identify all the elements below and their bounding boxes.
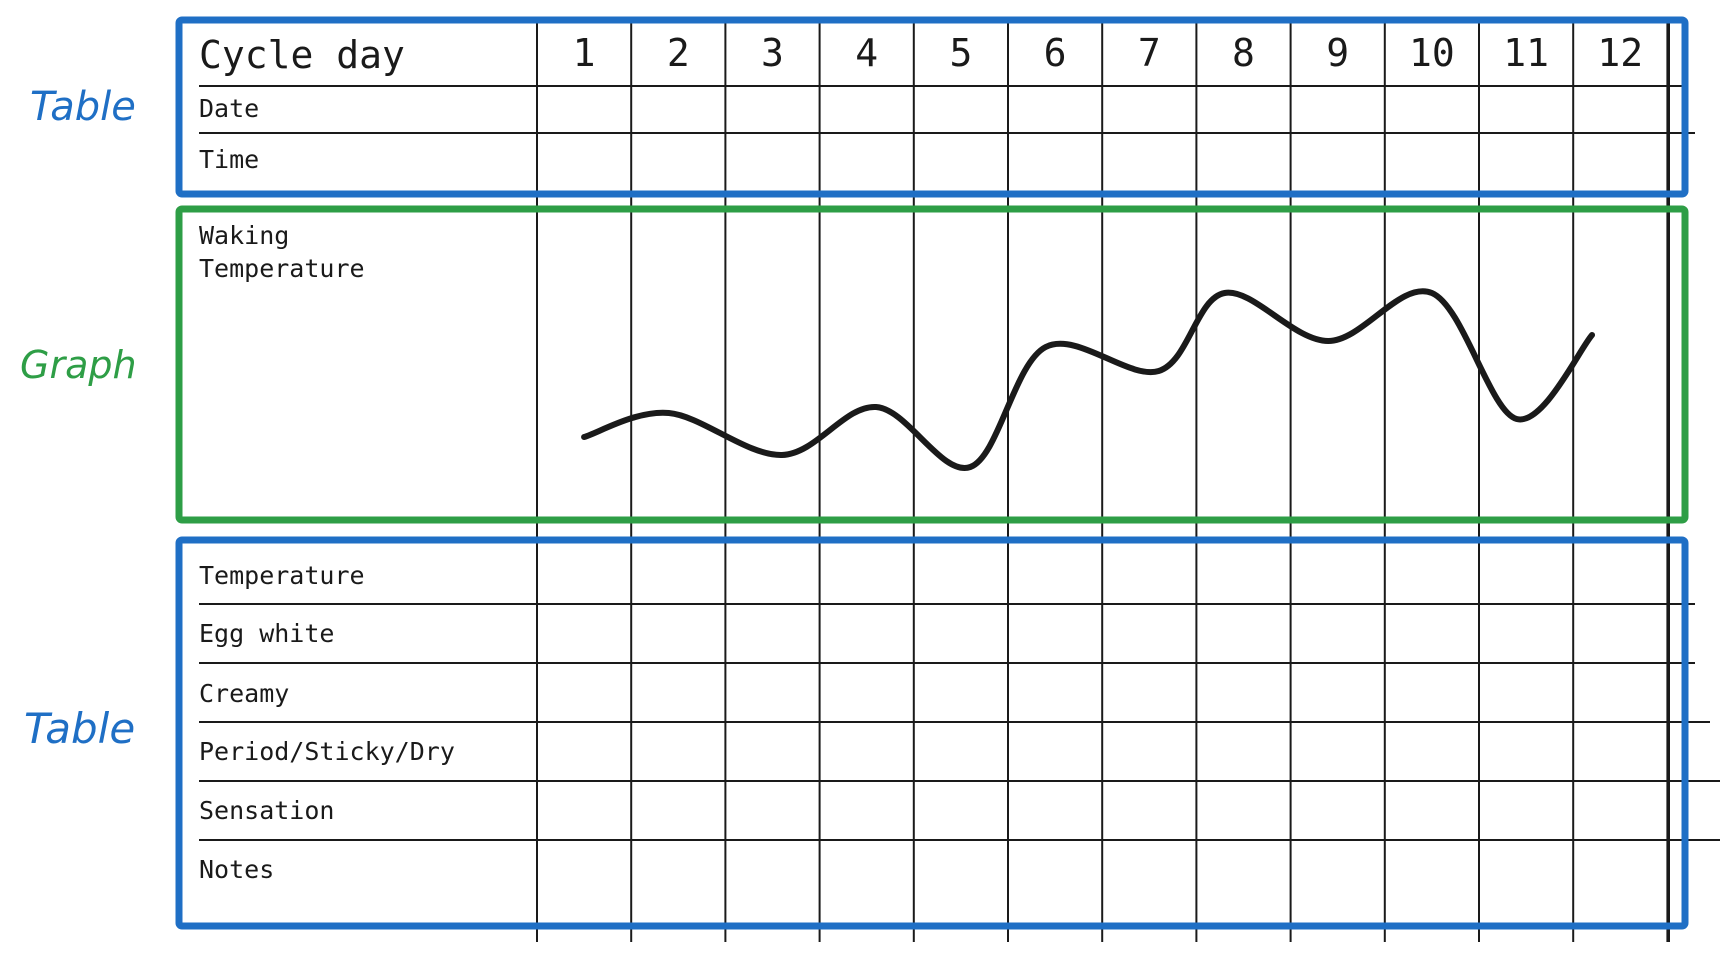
row-label-date: Date: [199, 94, 260, 123]
row-label-egg-white: Egg white: [199, 619, 335, 648]
day-number-4: 4: [855, 31, 879, 75]
graph-label-line1: Waking: [199, 221, 290, 250]
day-number-3: 3: [761, 31, 784, 75]
day-number-12: 12: [1597, 31, 1644, 75]
day-number-2: 2: [666, 31, 690, 75]
row-label-time: Time: [199, 145, 260, 174]
row-label-period-sticky-dry: Period/Sticky/Dry: [199, 737, 455, 766]
row-label-notes: Notes: [199, 855, 275, 884]
grid-horizontal-lines: [199, 86, 1720, 840]
day-number-8: 8: [1232, 31, 1255, 75]
grid-vertical-lines: [537, 20, 1669, 942]
day-number-row: [573, 31, 1644, 75]
day-number-9: 9: [1326, 31, 1350, 75]
day-number-10: 10: [1409, 31, 1455, 75]
day-number-11: 11: [1503, 31, 1549, 75]
graph-box: [179, 209, 1685, 520]
side-label-graph: Graph: [20, 343, 137, 387]
graph-label-line2: Temperature: [199, 254, 365, 283]
side-label-bottom-table: Table: [24, 704, 136, 753]
waking-temperature-curve: [584, 291, 1592, 468]
day-number-7: 7: [1137, 31, 1161, 75]
bottom-table-box: [179, 540, 1685, 926]
cycle-day-header: Cycle day: [199, 33, 405, 77]
side-label-top-table: Table: [30, 84, 136, 130]
day-number-5: 5: [949, 31, 973, 75]
row-label-sensation: Sensation: [199, 796, 335, 825]
row-label-creamy: Creamy: [199, 679, 290, 708]
row-label-temperature: Temperature: [199, 561, 365, 590]
day-number-6: 6: [1043, 31, 1067, 75]
day-number-1: 1: [572, 31, 596, 75]
